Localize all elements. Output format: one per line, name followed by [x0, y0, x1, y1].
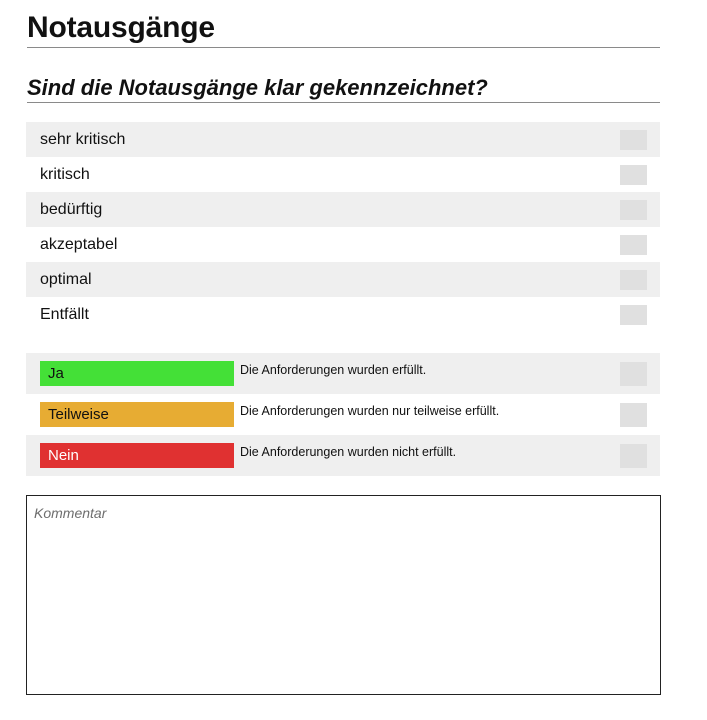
page-title: Notausgänge [27, 8, 660, 48]
result-option-nein[interactable] [26, 435, 660, 476]
result-badge-ja: Ja [40, 361, 234, 386]
rating-option-beduerftig[interactable] [26, 192, 660, 227]
rating-option-akzeptabel[interactable] [26, 227, 660, 262]
rating-checkbox-beduerftig[interactable] [620, 200, 647, 220]
rating-option-label: optimal [40, 271, 92, 288]
result-options [26, 353, 660, 476]
rating-checkbox-optimal[interactable] [620, 270, 647, 290]
rating-options [26, 122, 660, 332]
result-description: Die Anforderungen wurden erfüllt. [240, 363, 427, 377]
result-badge-teilweise: Teilweise [40, 402, 234, 427]
comment-field[interactable] [26, 495, 661, 695]
rating-option-label: Entfällt [40, 306, 89, 323]
rating-option-kritisch[interactable] [26, 157, 660, 192]
rating-checkbox-kritisch[interactable] [620, 165, 647, 185]
rating-option-label: akzeptabel [40, 236, 118, 253]
rating-option-label: kritisch [40, 166, 90, 183]
result-checkbox-ja[interactable] [620, 362, 647, 386]
rating-option-optimal[interactable] [26, 262, 660, 297]
result-badge-nein: Nein [40, 443, 234, 468]
rating-option-sehr-kritisch[interactable] [26, 122, 660, 157]
result-description: Die Anforderungen wurden nur teilweise erfüllt. [240, 404, 500, 418]
rating-checkbox-entfaellt[interactable] [620, 305, 647, 325]
rating-option-entfaellt[interactable] [26, 297, 660, 332]
question-heading: Sind die Notausgänge klar gekennzeichnet? [27, 74, 660, 103]
rating-option-label: bedürftig [40, 201, 103, 218]
result-option-ja[interactable] [26, 353, 660, 394]
result-checkbox-teilweise[interactable] [620, 403, 647, 427]
rating-option-label: sehr kritisch [40, 131, 126, 148]
result-description: Die Anforderungen wurden nicht erfüllt. [240, 445, 457, 459]
result-checkbox-nein[interactable] [620, 444, 647, 468]
rating-checkbox-akzeptabel[interactable] [620, 235, 647, 255]
result-option-teilweise[interactable] [26, 394, 660, 435]
rating-checkbox-sehr-kritisch[interactable] [620, 130, 647, 150]
